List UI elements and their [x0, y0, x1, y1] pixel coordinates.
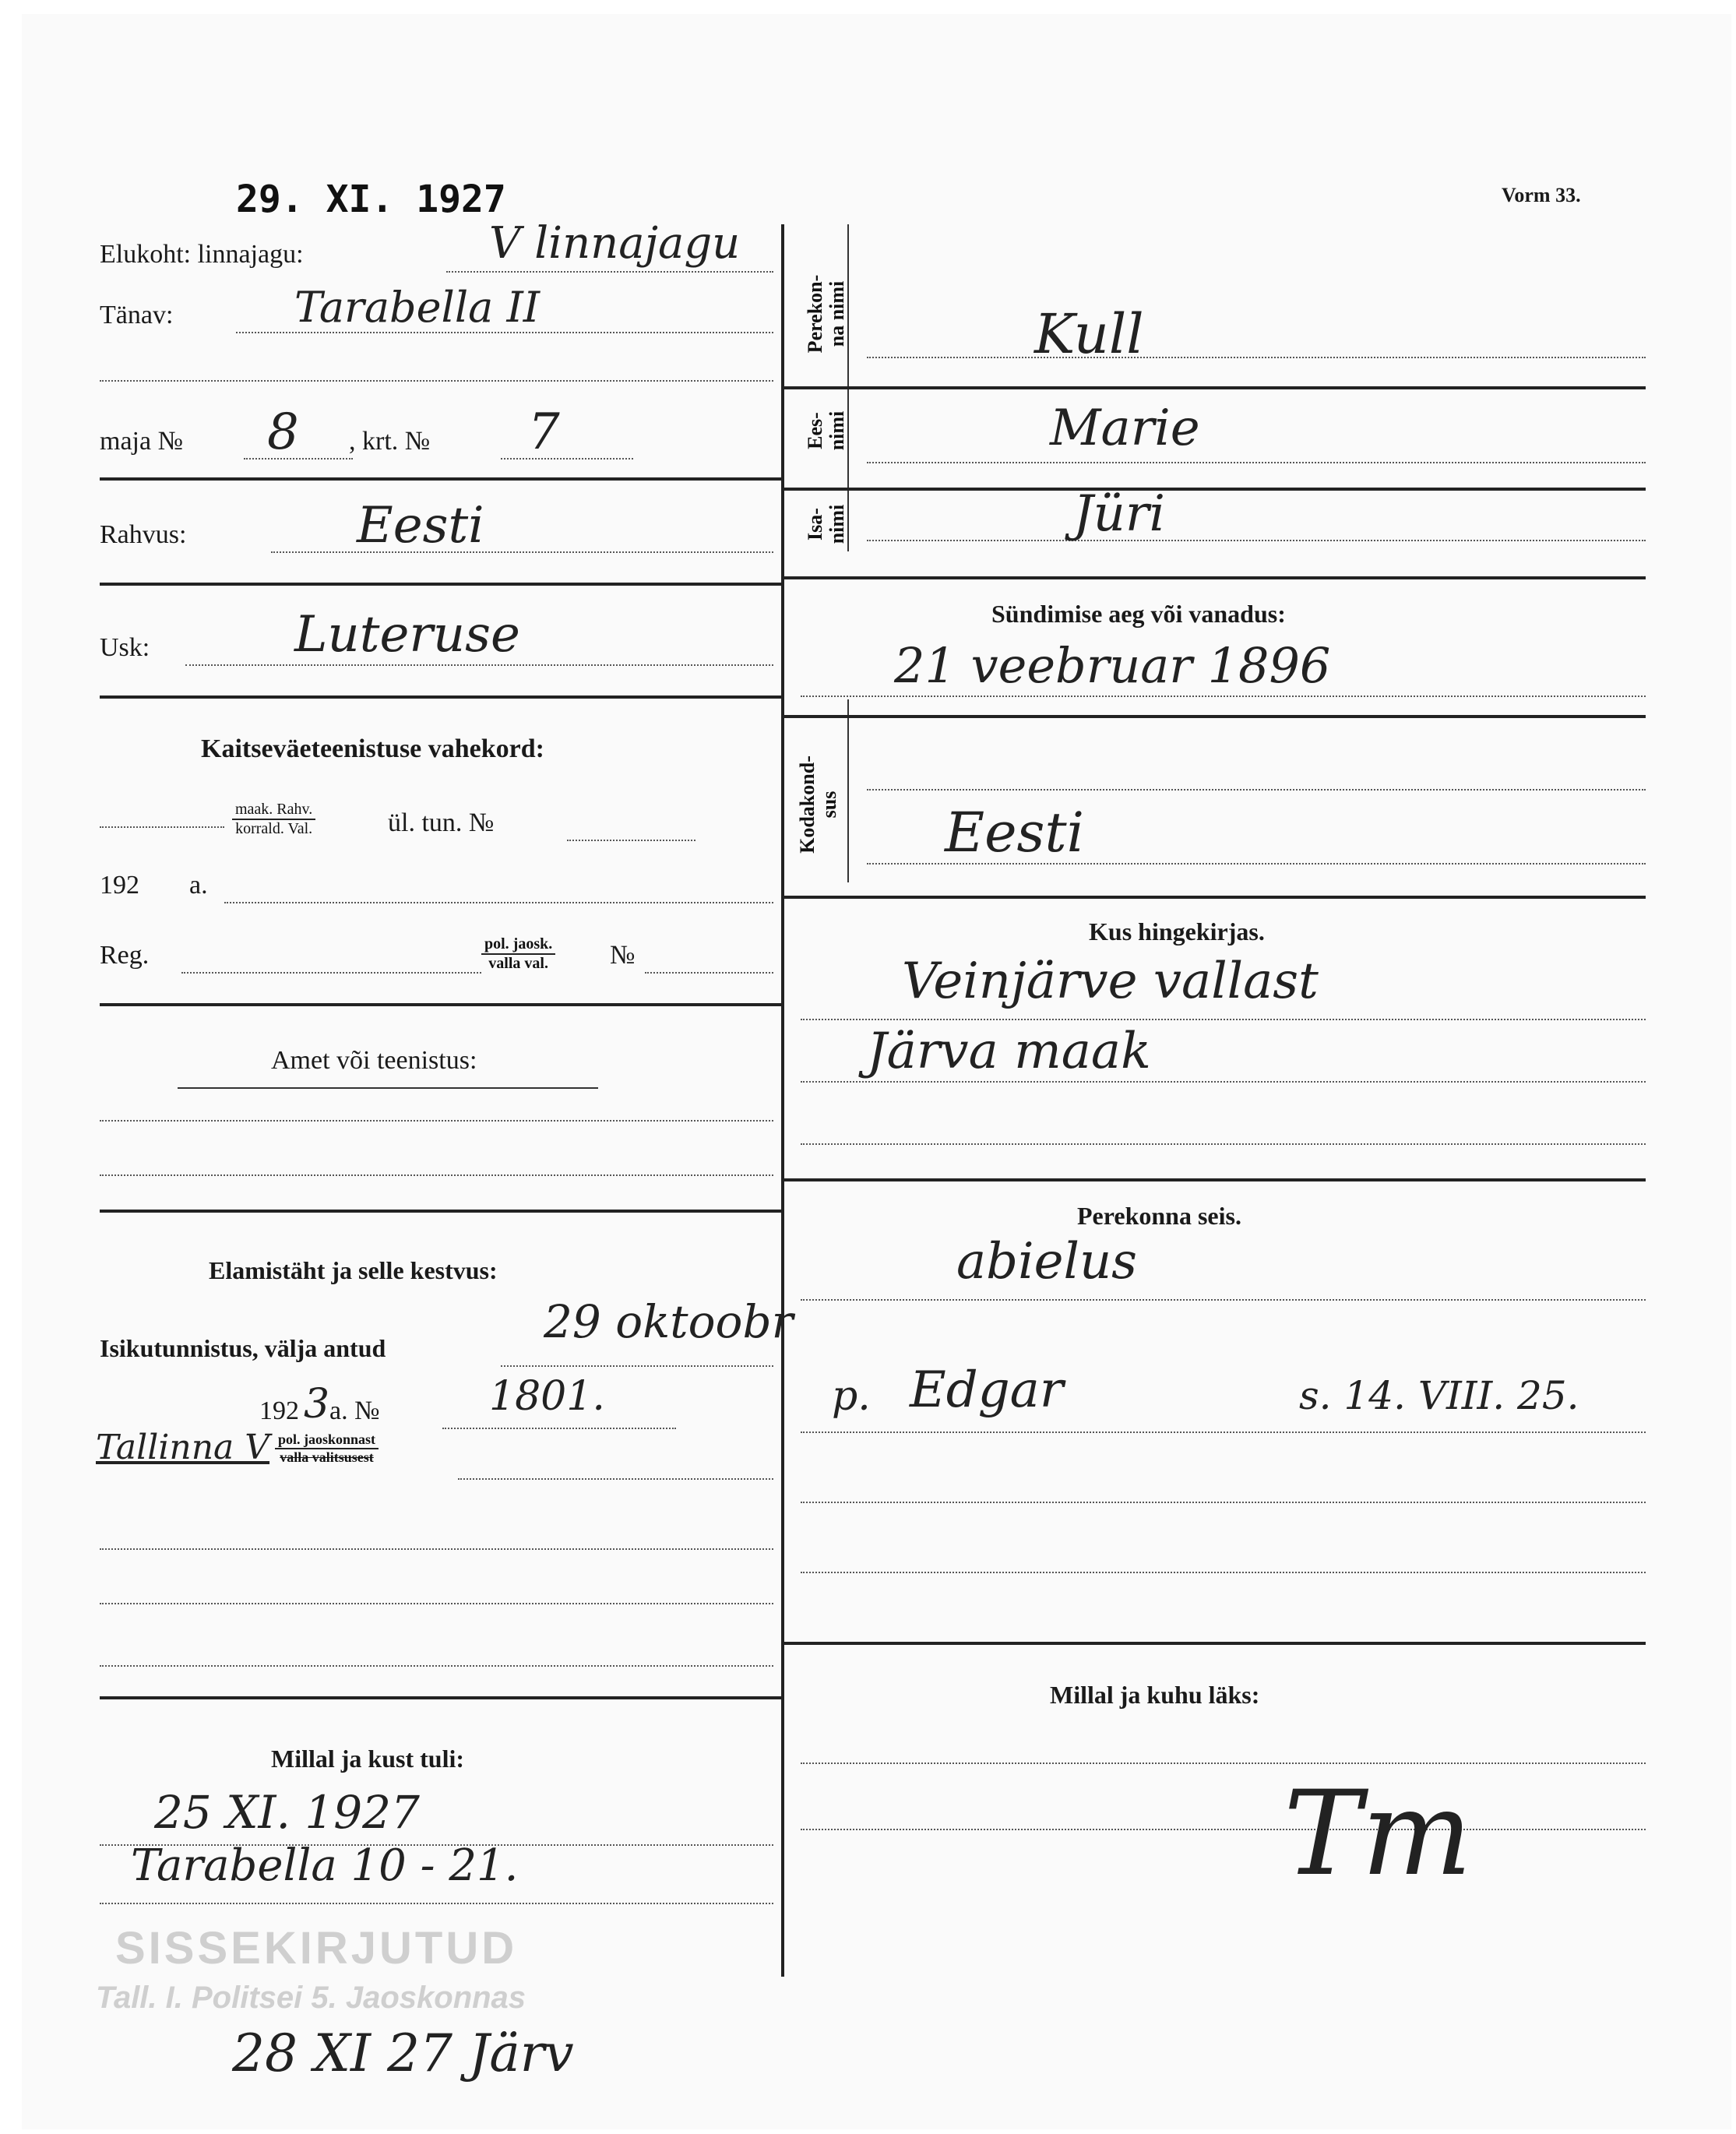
- signature: Tm: [1284, 1766, 1473, 1902]
- hingekiri-heading: Kus hingekirjas.: [1089, 917, 1265, 946]
- divider-1: [100, 477, 781, 481]
- elukoht-value: V linnajagu: [489, 218, 741, 269]
- sissekirjutud-stamp: SISSEKIRJUTUD: [115, 1923, 518, 1974]
- kodakondsus-line-2: [867, 863, 1646, 865]
- usk-value: Luteruse: [294, 606, 520, 664]
- perekonnanimi-line: [867, 357, 1646, 358]
- amet-line-1: [100, 1120, 773, 1122]
- tallinna-fraction-top: pol. jaoskonnast: [275, 1431, 379, 1449]
- eesnimi-value: Marie: [1050, 400, 1200, 457]
- tanav-label: Tänav:: [100, 301, 174, 329]
- right-divider-1: [781, 386, 1646, 389]
- kaitse-fraction-bottom: korrald. Val.: [235, 820, 313, 837]
- eesnimi-line: [867, 462, 1646, 463]
- perekonna-seis-line-4: [801, 1572, 1646, 1573]
- isikutunnistus-label: Isikutunnistus, välja antud: [100, 1334, 386, 1362]
- year-192-line: [224, 902, 773, 903]
- hingekiri-dots-2: [801, 1081, 1646, 1083]
- perekonnanimi-label: Perekon- na nimi: [804, 274, 848, 354]
- form-number: Vorm 33.: [1502, 184, 1581, 206]
- maja-label: maja №: [100, 427, 184, 456]
- poeg-date: s. 14. VIII. 25.: [1299, 1373, 1579, 1418]
- rahvus-label: Rahvus:: [100, 520, 187, 549]
- perekonna-seis-value: abielus: [956, 1233, 1137, 1291]
- kodakondsus-line-1: [867, 789, 1646, 791]
- reg-fraction: [481, 935, 555, 973]
- amet-underline: [178, 1087, 598, 1089]
- poeg-prefix: p.: [832, 1373, 871, 1420]
- usk-line: [185, 664, 773, 666]
- kaitse-heading: Kaitseväeteenistuse vahekord:: [201, 734, 545, 763]
- eesnimi-label: Ees- nimi: [804, 410, 848, 451]
- isikutunnistus-line: [501, 1365, 773, 1367]
- isanimi-value: Jüri: [1073, 485, 1165, 543]
- sundimise-value: 21 veebruar 1896: [894, 637, 1331, 694]
- entry-note: 28 XI 27 Järv: [232, 2023, 574, 2083]
- divider-5: [100, 1210, 781, 1213]
- millal-laks-heading: Millal ja kuhu läks:: [1050, 1681, 1260, 1709]
- elamistaht-line-1: [100, 1548, 773, 1550]
- number-value: 1801.: [489, 1373, 605, 1420]
- divider-3: [100, 695, 781, 699]
- tallinna-value: Tallinna V: [96, 1428, 270, 1467]
- isikutunnistus-value: 29 oktoobr: [544, 1295, 794, 1348]
- year-a-label: a.: [189, 871, 208, 900]
- elamistaht-line-2: [100, 1603, 773, 1604]
- rahvus-line: [271, 551, 773, 553]
- kaitse-fraction: [232, 801, 315, 838]
- ul-tun-line: [567, 840, 695, 841]
- tanav-line: [236, 332, 773, 333]
- kaitse-fraction-top: maak. Rahv.: [232, 801, 315, 820]
- number-line: [442, 1428, 676, 1429]
- perekonna-seis-line-2: [801, 1431, 1646, 1433]
- reg-fraction-bottom: valla val.: [488, 955, 548, 972]
- divider-2: [100, 583, 781, 586]
- right-divider-4: [781, 715, 1646, 718]
- divider-4: [100, 1003, 781, 1006]
- tuli-date: 25 XI. 1927: [154, 1786, 420, 1839]
- elukoht-label: Elukoht: linnajagu:: [100, 240, 304, 269]
- elamistaht-heading: Elamistäht ja selle kestvus:: [209, 1256, 498, 1284]
- krt-label: , krt. №: [349, 427, 431, 456]
- hingekiri-dots-3: [801, 1143, 1646, 1145]
- date-stamp: 29. XI. 1927: [236, 178, 506, 221]
- right-divider-7: [781, 1642, 1646, 1645]
- kodakondsus-value: Eesti: [945, 801, 1084, 865]
- elukoht-line: [446, 271, 773, 273]
- jaoskond-stamp: Tall. I. Politsei 5. Jaoskonnas: [96, 1981, 526, 2015]
- isanimi-label: Isa- nimi: [804, 504, 848, 544]
- perekonna-seis-heading: Perekonna seis.: [1077, 1202, 1241, 1230]
- millal-tuli-heading: Millal ja kust tuli:: [271, 1745, 465, 1773]
- right-divider-6: [781, 1178, 1646, 1181]
- hingekiri-line-1: Veinjärve vallast: [902, 953, 1319, 1010]
- usk-label: Usk:: [100, 633, 150, 662]
- tallinna-fraction-bottom: valla valitsusest: [280, 1449, 374, 1465]
- perekonna-seis-line-1: [801, 1299, 1646, 1301]
- krt-line: [501, 458, 633, 460]
- amet-heading: Amet või teenistus:: [271, 1046, 477, 1075]
- rahvus-value: Eesti: [357, 497, 484, 555]
- kodakondsus-label: Kodakond- sus: [796, 755, 840, 854]
- poeg-name: Edgar: [910, 1361, 1064, 1419]
- tuli-place: Tarabella 10 - 21.: [131, 1840, 519, 1891]
- label-column-divider-kodakondsus: [847, 699, 849, 882]
- hingekiri-dots-1: [801, 1019, 1646, 1020]
- isanimi-line: [867, 540, 1646, 541]
- maja-value: 8: [267, 403, 299, 461]
- year-prefix: 192: [259, 1396, 299, 1425]
- reg-line: [181, 972, 481, 974]
- reg-no-label: №: [610, 941, 636, 970]
- year-192-label: 192: [100, 871, 139, 900]
- ul-tun-label: ül. tun. №: [388, 808, 495, 837]
- amet-line-2: [100, 1174, 773, 1176]
- tuli-place-line: [100, 1903, 773, 1904]
- form-sheet: [22, 14, 1731, 2129]
- millal-laks-line-2: [801, 1829, 1646, 1830]
- right-divider-2: [781, 488, 1646, 491]
- tanav-value: Tarabella II: [294, 283, 541, 332]
- right-divider-5: [781, 896, 1646, 899]
- sundimise-line: [801, 695, 1646, 697]
- tanav-line-2: [100, 380, 773, 382]
- millal-laks-line-1: [801, 1762, 1646, 1764]
- kaitse-line-a: [100, 826, 224, 828]
- perekonna-seis-line-3: [801, 1502, 1646, 1503]
- tallinna-line: [458, 1478, 773, 1480]
- reg-no-line: [645, 972, 773, 974]
- year-digit: 3: [304, 1381, 330, 1428]
- right-divider-3: [781, 576, 1646, 579]
- divider-6: [100, 1696, 781, 1699]
- krt-value: 7: [528, 403, 560, 461]
- elamistaht-line-3: [100, 1665, 773, 1667]
- hingekiri-line-2: Järva maak: [867, 1023, 1151, 1080]
- perekonnanimi-value: Kull: [1034, 302, 1144, 366]
- sundimise-heading: Sündimise aeg või vanadus:: [991, 600, 1286, 628]
- tallinna-fraction: [275, 1431, 379, 1466]
- year-suffix: a. №: [329, 1396, 380, 1425]
- reg-fraction-top: pol. jaosk.: [481, 935, 555, 955]
- reg-label: Reg.: [100, 941, 150, 970]
